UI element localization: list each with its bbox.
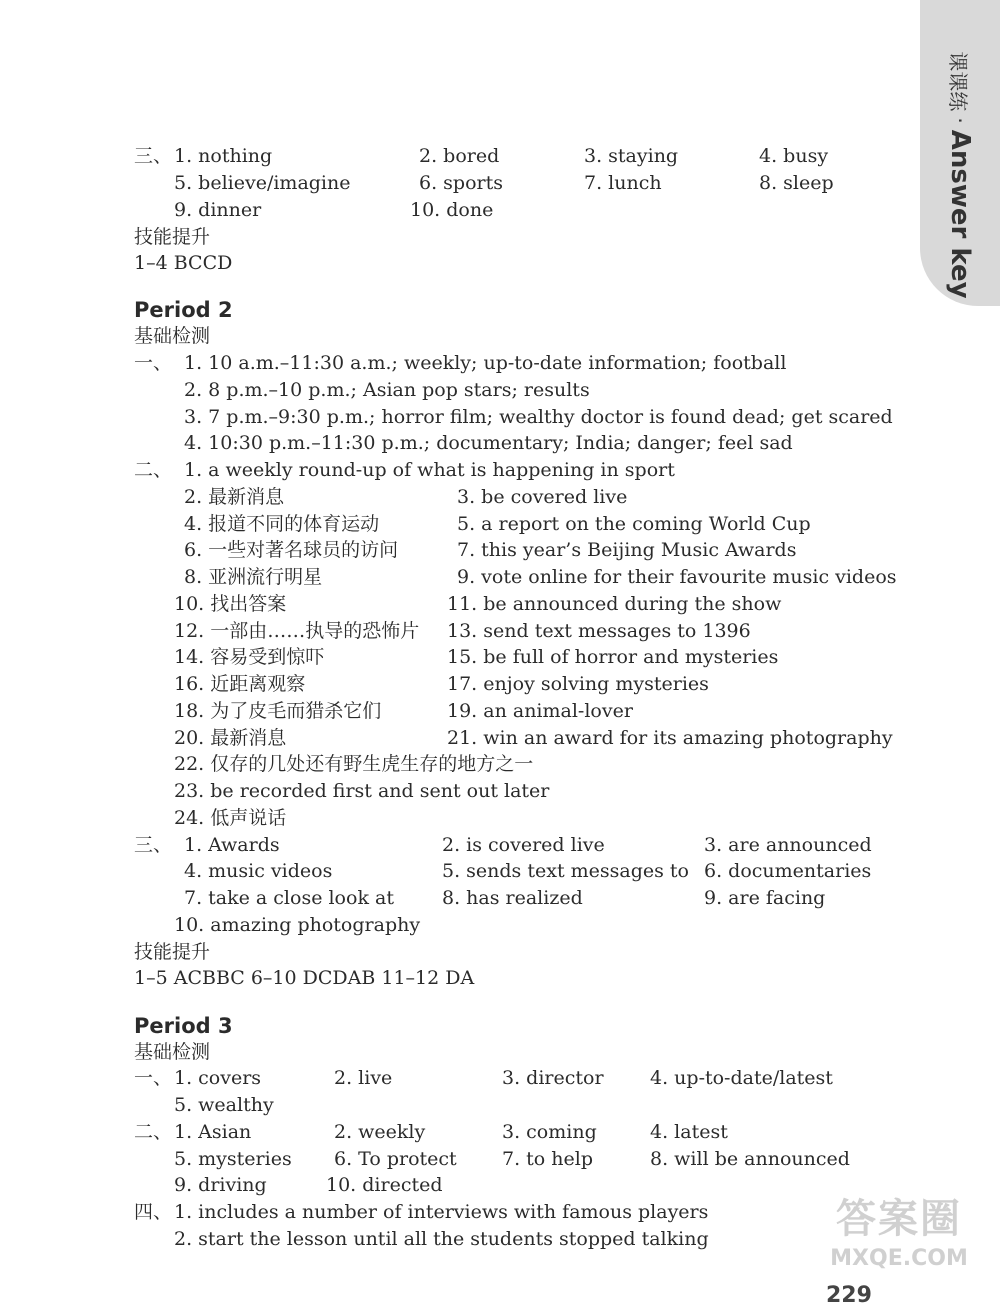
answer-item: 2. 最新消息 — [184, 486, 285, 508]
answer-item: 2. bored — [419, 145, 500, 167]
section-marker-2: 二、 — [134, 459, 173, 481]
answer-item: 13. send text messages to 1396 — [447, 620, 751, 642]
answer-item: 7. to help — [502, 1148, 594, 1170]
skills-label: 技能提升 — [134, 941, 211, 963]
answer-item: 19. an animal-lover — [447, 700, 633, 722]
answer-item: 4. latest — [650, 1121, 728, 1143]
answer-item: 9. are facing — [704, 887, 826, 909]
answer-item: 5. believe/imagine — [174, 172, 351, 194]
answer-item: 3. coming — [502, 1121, 597, 1143]
period-2-heading: Period 2 — [134, 298, 233, 322]
answer-item: 4. music videos — [184, 860, 333, 882]
answer-item: 5. sends text messages to — [442, 860, 689, 882]
answer-item: 1. a weekly round-up of what is happening in sport — [184, 459, 675, 481]
answer-item: 4. 10:30 p.m.–11:30 p.m.; documentary; India; danger; feel sad — [184, 432, 793, 454]
answer-item: 4. busy — [759, 145, 829, 167]
section-marker-2: 二、 — [134, 1121, 173, 1143]
answer-item: 4. 报道不同的体育运动 — [184, 513, 380, 535]
answer-item: 9. vote online for their favourite music videos — [457, 566, 897, 588]
answer-item: 6. documentaries — [704, 860, 872, 882]
section-marker-3: 三、 — [134, 145, 173, 167]
answer-item: 2. 8 p.m.–10 p.m.; Asian pop stars; results — [184, 379, 590, 401]
answer-item: 3. 7 p.m.–9:30 p.m.; horror film; wealthy doctor is found dead; get scared — [184, 406, 893, 428]
answer-item: 3. director — [502, 1067, 604, 1089]
answer-item: 3. staying — [584, 145, 679, 167]
answer-item: 10. directed — [326, 1174, 443, 1196]
answer-key-side-tab — [920, 0, 1000, 306]
answer-item: 2. start the lesson until all the students stopped talking — [174, 1228, 709, 1250]
answer-item: 1. 10 a.m.–11:30 a.m.; weekly; up-to-date information; football — [184, 352, 787, 374]
answer-item: 17. enjoy solving mysteries — [447, 673, 709, 695]
period-3-heading: Period 3 — [134, 1014, 233, 1038]
answer-item: 1. Awards — [184, 834, 280, 856]
watermark-url: MXQE.COM — [830, 1246, 968, 1271]
answer-item: 1. nothing — [174, 145, 273, 167]
answer-item: 9. dinner — [174, 199, 262, 221]
answer-item: 3. be covered live — [457, 486, 628, 508]
answer-item: 12. 一部由……执导的恐怖片 — [174, 620, 420, 642]
skills-label: 技能提升 — [134, 226, 211, 248]
section-marker-1: 一、 — [134, 352, 173, 374]
answer-item: 2. weekly — [334, 1121, 426, 1143]
answer-item: 5. wealthy — [174, 1094, 274, 1116]
answer-item: 1. includes a number of interviews with famous players — [174, 1201, 709, 1223]
answer-item: 7. take a close look at — [184, 887, 394, 909]
answer-item: 21. win an award for its amazing photography — [447, 727, 893, 749]
answer-item: 14. 容易受到惊吓 — [174, 646, 325, 668]
answer-item: 1. Asian — [174, 1121, 252, 1143]
answer-item: 8. sleep — [759, 172, 834, 194]
answer-item: 15. be full of horror and mysteries — [447, 646, 779, 668]
answer-item: 16. 近距离观察 — [174, 673, 306, 695]
answer-item: 2. live — [334, 1067, 393, 1089]
answer-item: 20. 最新消息 — [174, 727, 287, 749]
answer-item: 6. sports — [419, 172, 503, 194]
answer-item: 18. 为了皮毛而猎杀它们 — [174, 700, 382, 722]
answer-item: 10. done — [410, 199, 494, 221]
section-marker-3: 三、 — [134, 834, 173, 856]
answer-item: 11. be announced during the show — [447, 593, 782, 615]
answer-item: 3. are announced — [704, 834, 872, 856]
answer-item: 7. this year’s Beijing Music Awards — [457, 539, 797, 561]
skills-answer: 1–4 BCCD — [134, 252, 233, 274]
answer-item: 8. has realized — [442, 887, 583, 909]
answer-item: 6. 一些对著名球员的访问 — [184, 539, 399, 561]
page-number: 229 — [826, 1283, 872, 1308]
answer-item: 5. a report on the coming World Cup — [457, 513, 811, 535]
side-tab-label — [945, 51, 975, 298]
answer-item: 8. 亚洲流行明星 — [184, 566, 323, 588]
answer-item: 8. will be announced — [650, 1148, 850, 1170]
answer-item: 24. 低声说话 — [174, 807, 287, 829]
watermark-logo — [824, 1194, 974, 1274]
basic-check-label: 基础检测 — [134, 1041, 211, 1063]
answer-item: 7. lunch — [584, 172, 662, 194]
answer-item: 4. up-to-date/latest — [650, 1067, 833, 1089]
answer-item: 22. 仅存的几处还有野生虎生存的地方之一 — [174, 753, 534, 775]
answer-item: 5. mysteries — [174, 1148, 292, 1170]
answer-item: 10. 找出答案 — [174, 593, 287, 615]
side-tab-dot: · — [948, 117, 972, 124]
answer-item: 10. amazing photography — [174, 914, 421, 936]
section-marker-4: 四、 — [134, 1201, 173, 1223]
side-tab-chinese: 课课练 — [946, 51, 971, 112]
answer-item: 1. covers — [174, 1067, 262, 1089]
side-tab-english: Answer key — [945, 129, 975, 299]
basic-check-label: 基础检测 — [134, 325, 211, 347]
skills-answer: 1–5 ACBBC 6–10 DCDAB 11–12 DA — [134, 967, 475, 989]
answer-item: 9. driving — [174, 1174, 267, 1196]
answer-item: 23. be recorded first and sent out later — [174, 780, 550, 802]
answer-item: 6. To protect — [334, 1148, 457, 1170]
section-marker-1: 一、 — [134, 1067, 173, 1089]
answer-item: 2. is covered live — [442, 834, 605, 856]
watermark-chinese: 答案圈 — [836, 1196, 962, 1242]
